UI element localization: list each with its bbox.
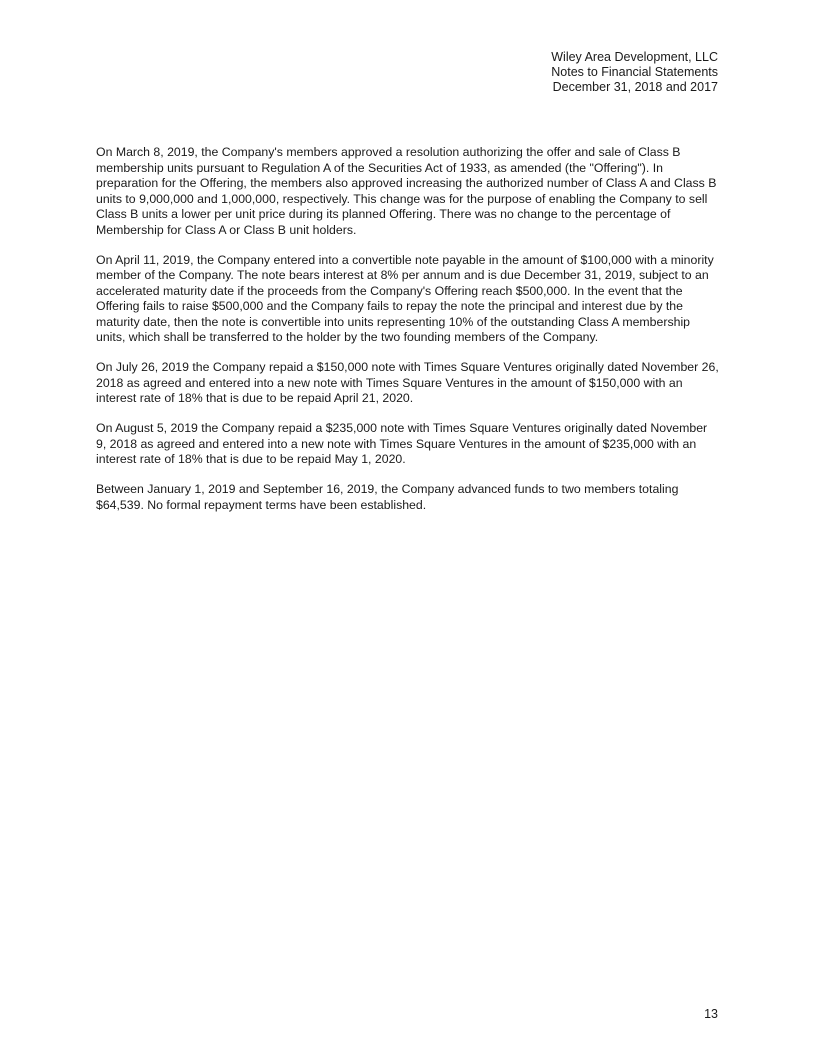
company-name: Wiley Area Development, LLC bbox=[551, 50, 718, 64]
page-number: 13 bbox=[704, 1007, 718, 1021]
paragraph-convertible-note: On April 11, 2019, the Company entered into a convertible note payable in the amount of $100,000 with a minority member of the Company. The note bears interest at 8% per annum and is due December 31, 2019, subject to an accelerated maturity date if the proceeds from the Company's Offering reach $500,000. In the event that the Offering fails to raise $500,000 and the Company fails to repay the note the principal and interest due by the maturity date, then the note is convertible into units representing 10% of the outstanding Class A membership units, which shall be transferred to the holder by the two founding members of the Company. bbox=[96, 252, 714, 344]
statement-title: Notes to Financial Statements bbox=[551, 65, 718, 79]
paragraph-july-note: On July 26, 2019 the Company repaid a $150,000 note with Times Square Ventures originally dated November 26, 2018 as agreed and entered into a new note with Times Square Ventures in the amount of $150,000 with an interest rate of 18% that is due to be repaid April 21, 2020. bbox=[96, 360, 719, 405]
statement-period: December 31, 2018 and 2017 bbox=[552, 80, 718, 94]
document-header bbox=[551, 50, 718, 95]
paragraph-class-b-offering: On March 8, 2019, the Company's members approved a resolution authorizing the offer and sale of Class B membership units pursuant to Regulation A of the Securities Act of 1933, as amended (the "Offering"). In preparation for the Offering, the members also approved increasing the authorized number of Class A and Class B units to 9,000,000 and 1,000,000, respectively. This change was for the purpose of enabling the Company to sell Class B units a lower per unit price during its planned Offering. There was no change to the percentage of Membership for Class A or Class B unit holders. bbox=[96, 145, 717, 237]
paragraph-august-note: On August 5, 2019 the Company repaid a $235,000 note with Times Square Ventures originally dated November 9, 2018 as agreed and entered into a new note with Times Square Ventures in the amount of $235,000 with an interest rate of 18% that is due to be repaid May 1, 2020. bbox=[96, 421, 708, 466]
paragraph-member-advances: Between January 1, 2019 and September 16, 2019, the Company advanced funds to two members totaling $64,539. No formal repayment terms have been established. bbox=[96, 482, 679, 512]
document-body bbox=[96, 145, 720, 528]
